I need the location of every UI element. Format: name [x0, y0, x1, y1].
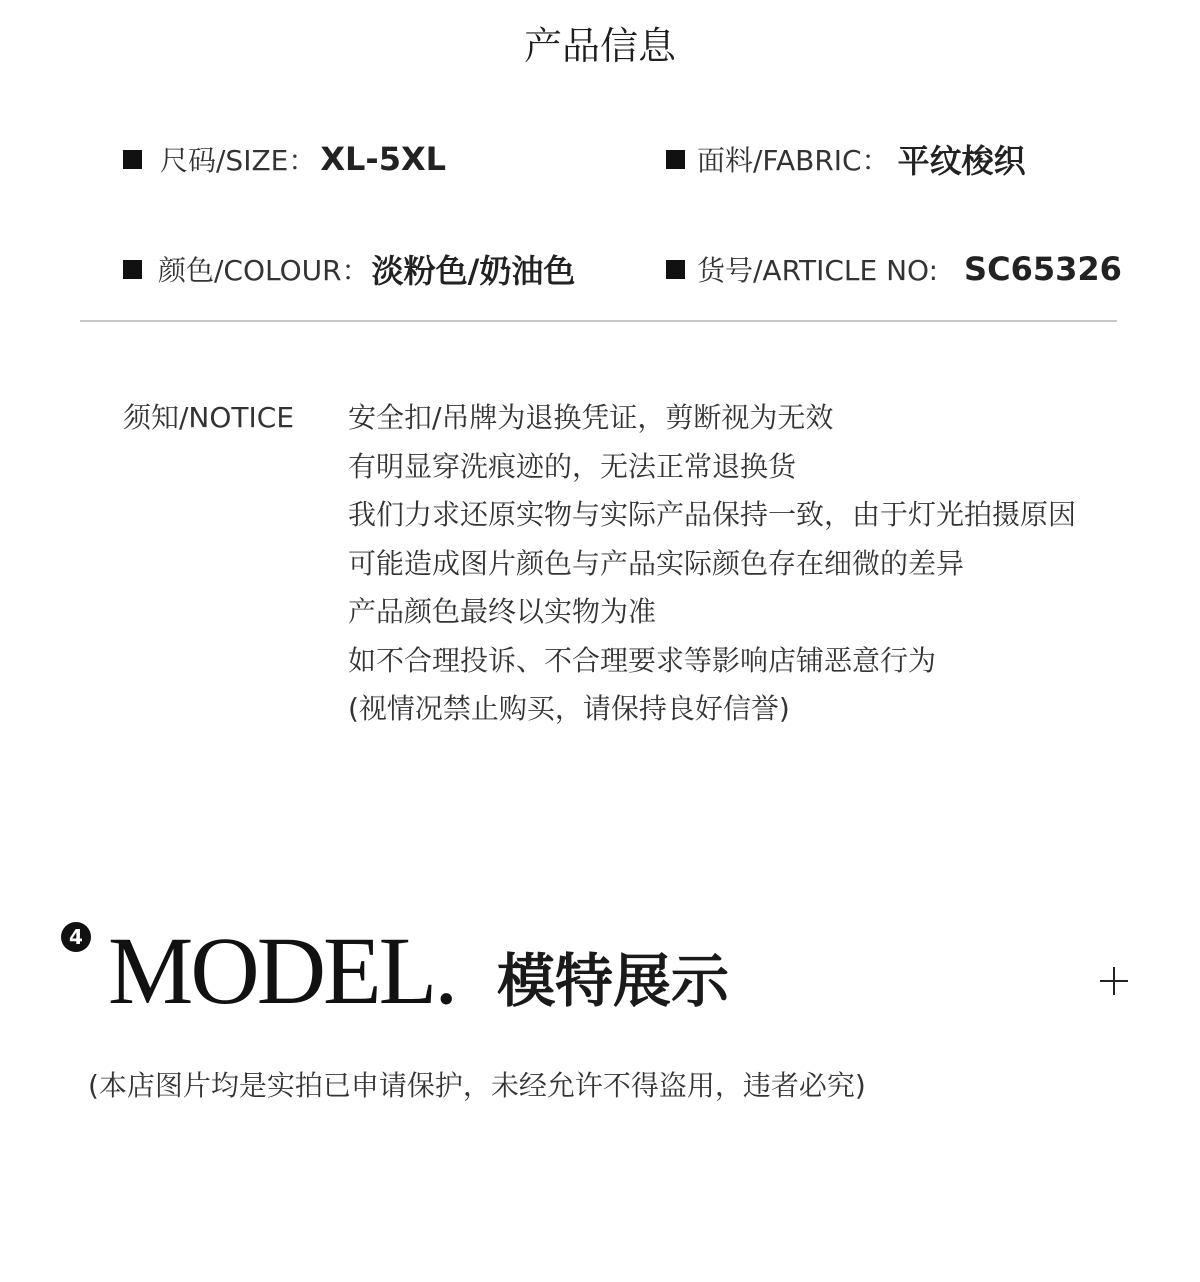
model-title-cn: 模特展示	[497, 947, 730, 1015]
spec-fabric	[666, 138, 1026, 180]
divider	[80, 320, 1117, 322]
spec-colour-label: 颜色/COLOUR：	[158, 254, 370, 287]
page-title: 产品信息	[523, 24, 676, 68]
spec-colour-value: 淡粉色/奶油色	[371, 252, 576, 290]
spec-size-label: 尺码/SIZE：	[160, 144, 317, 177]
bullet-square-icon	[666, 150, 685, 169]
spec-fabric-label: 面料/FABRIC：	[697, 144, 890, 177]
spec-article	[666, 248, 1122, 290]
section-number-badge: 4	[61, 922, 91, 952]
notice-list	[348, 396, 1076, 736]
notice-line: 如不合理投诉、不合理要求等影响店铺恶意行为	[348, 643, 937, 677]
notice-line: 我们力求还原实物与实际产品保持一致，由于灯光拍摄原因	[348, 498, 1077, 531]
bullet-square-icon	[123, 260, 142, 279]
spec-colour	[123, 248, 575, 290]
model-title-en: MODEL.	[108, 917, 456, 1024]
notice-line: 有明显穿洗痕迹的，无法正常退换货	[348, 449, 797, 483]
spec-fabric-value: 平纹梭织	[897, 142, 1026, 180]
spec-article-label: 货号/ARTICLE NO:	[697, 254, 939, 287]
notice-line: 产品颜色最终以实物为准	[348, 595, 657, 628]
spec-size-value: XL-5XL	[320, 140, 447, 178]
bullet-square-icon	[123, 150, 142, 169]
notice-line: 可能造成图片颜色与产品实际颜色存在细微的差异	[348, 546, 965, 580]
spec-size	[123, 138, 446, 180]
plus-icon	[1100, 967, 1128, 995]
notice-line: 安全扣/吊牌为退换凭证，剪断视为无效	[348, 401, 834, 434]
notice-line: (视情况禁止购买，请保持良好信誉)	[348, 692, 790, 725]
notice-label: 须知/NOTICE	[123, 401, 295, 434]
spec-article-value: SC65326	[964, 250, 1122, 288]
copyright-notice: (本店图片均是实拍已申请保护，未经允许不得盗用，违者必究)	[88, 1069, 866, 1102]
bullet-square-icon	[666, 260, 685, 279]
